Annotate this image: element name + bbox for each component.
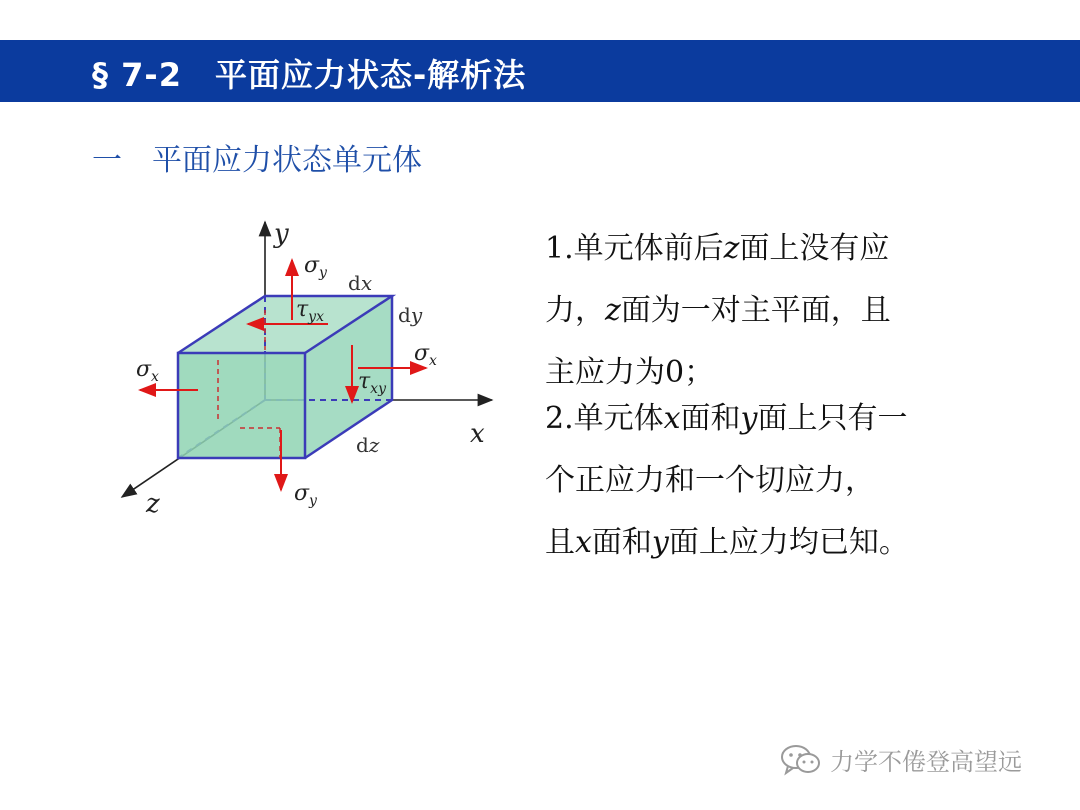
z-axis-label: z <box>146 489 160 519</box>
point-1-line-3: 主应力为0； <box>545 355 715 390</box>
stress-element-diagram <box>100 210 520 530</box>
sigma-x-right-label: $\sigma_x$ <box>414 341 437 369</box>
x-axis-label: x <box>470 419 485 449</box>
section-heading: 一 平面应力状态单元体 <box>92 143 422 178</box>
tau-yx-label: $\tau_{yx}$ <box>296 297 324 325</box>
dy-label: dy <box>398 303 423 327</box>
point-1-line-1: 1.单元体前后z面上没有应 <box>545 231 890 266</box>
tau-xy-label: $\tau_{xy}$ <box>358 369 386 397</box>
point-1-line-2: 力，z面为一对主平面，且 <box>545 293 891 328</box>
point-2-line-3: 且x面和y面上应力均已知。 <box>545 525 909 560</box>
point-1 <box>545 218 891 404</box>
sigma-y-top-label: $\sigma_y$ <box>304 253 327 281</box>
watermark-text: 力学不倦登高望远 <box>830 748 1022 776</box>
watermark <box>780 742 1022 777</box>
point-2-line-2: 个正应力和一个切应力， <box>545 463 875 498</box>
y-axis-label: y <box>274 219 289 249</box>
point-2 <box>545 388 909 574</box>
point-2-line-1: 2.单元体x面和y面上只有一 <box>545 401 908 436</box>
wechat-icon <box>780 743 822 777</box>
sigma-y-bottom-label: $\sigma_y$ <box>294 481 317 509</box>
dx-label: dx <box>348 271 373 295</box>
sigma-x-left-label: $\sigma_x$ <box>136 357 159 385</box>
dz-label: dz <box>356 433 380 457</box>
slide-title: § 7-2 平面应力状态-解析法 <box>92 56 527 94</box>
front-face <box>178 353 305 458</box>
